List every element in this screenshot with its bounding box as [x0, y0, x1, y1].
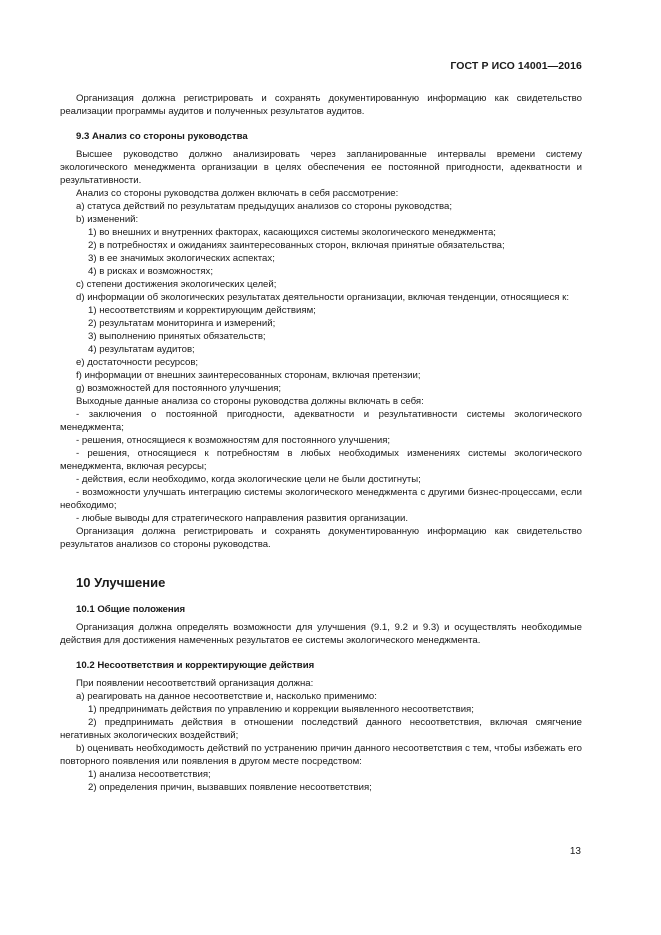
- list-item: f) информации от внешних заинтересованных сторонам, включая претензии;: [76, 370, 421, 381]
- document-header: ГОСТ Р ИСО 14001—2016: [450, 60, 582, 72]
- paragraph: Организация должна определять возможности для улучшения (9.1, 9.2 и 9.3) и осуществлять необходимые действия для достижения намеченных результатов ее системы экологического менеджмента.: [60, 622, 582, 646]
- list-item: a) реагировать на данное несоответствие и, насколько применимо:: [76, 691, 377, 702]
- list-item: b) изменений:: [76, 214, 139, 225]
- list-item: e) достаточности ресурсов;: [76, 357, 199, 368]
- sub-list-item: 2) в потребностях и ожиданиях заинтересованных сторон, включая принятые обязательства;: [88, 240, 505, 251]
- list-item: a) статуса действий по результатам предыдущих анализов со стороны руководства;: [76, 201, 453, 212]
- sub-list-item: 2) предпринимать действия в отношении последствий данного несоответствия, включая смягчение негативных экологических воздействий;: [60, 717, 582, 741]
- sub-list-item: 1) во внешних и внутренних факторах, касающихся системы экологического менеджмента;: [88, 227, 496, 238]
- dash-item: - возможности улучшать интеграцию системы экологического менеджмента с другими бизнес-процессами, если необходимо;: [60, 487, 582, 511]
- document-body: [60, 92, 582, 794]
- page-number: 13: [569, 846, 581, 857]
- dash-item: - решения, относящиеся к возможностям для постоянного улучшения;: [76, 435, 391, 446]
- section-heading-10-1: 10.1 Общие положения: [76, 604, 186, 615]
- paragraph: Организация должна регистрировать и сохранять документированную информацию как свидетельство реализации программы аудитов и полученных результатов аудитов.: [60, 93, 582, 117]
- list-item: b) оценивать необходимость действий по устранению причин данного несоответствия с тем, чтобы избежать его повторного появления или появления в другом месте посредством:: [60, 743, 582, 767]
- paragraph: Организация должна регистрировать и сохранять документированную информацию как свидетельство результатов анализов со стороны руководства.: [60, 526, 582, 550]
- list-item: d) информации об экологических результатах деятельности организации, включая тенденции, относящиеся к:: [76, 292, 570, 303]
- dash-item: - действия, если необходимо, когда экологические цели не были достигнуты;: [76, 474, 421, 485]
- section-heading-9-3: 9.3 Анализ со стороны руководства: [76, 131, 248, 142]
- sub-list-item: 1) несоответствиям и корректирующим действиям;: [88, 305, 316, 316]
- sub-list-item: 2) результатам мониторинга и измерений;: [88, 318, 276, 329]
- dash-item: - решения, относящиеся к потребностям в любых необходимых изменениях системы экологического менеджмента, включая ресурсы;: [60, 448, 582, 472]
- sub-list-item: 2) определения причин, вызвавших появление несоответствия;: [88, 782, 372, 793]
- sub-list-item: 1) анализа несоответствия;: [88, 769, 211, 780]
- sub-list-item: 1) предпринимать действия по управлению и коррекции выявленного несоответствия;: [88, 704, 474, 715]
- sub-list-item: 3) в ее значимых экологических аспектах;: [88, 253, 275, 264]
- chapter-heading-10: 10 Улучшение: [76, 575, 166, 590]
- section-heading-10-2: 10.2 Несоответствия и корректирующие действия: [76, 660, 315, 671]
- list-item: c) степени достижения экологических целей;: [76, 279, 277, 290]
- sub-list-item: 4) в рисках и возможностях;: [88, 266, 214, 277]
- list-item: g) возможностей для постоянного улучшения;: [76, 383, 282, 394]
- paragraph: Высшее руководство должно анализировать через запланированные интервалы времени систему экологического менеджмента организации в целях обеспечения ее постоянной пригодности, адекватности и результативности.: [60, 149, 582, 186]
- sub-list-item: 4) результатам аудитов;: [88, 344, 195, 355]
- dash-item: - любые выводы для стратегического направления развития организации.: [76, 513, 408, 524]
- dash-item: - заключения о постоянной пригодности, адекватности и результативности системы экологического менеджмента;: [60, 409, 582, 433]
- paragraph: Выходные данные анализа со стороны руководства должны включать в себя:: [76, 396, 424, 407]
- paragraph: Анализ со стороны руководства должен включать в себя рассмотрение:: [76, 188, 399, 199]
- sub-list-item: 3) выполнению принятых обязательств;: [88, 331, 266, 342]
- paragraph: При появлении несоответствий организация должна:: [76, 678, 314, 689]
